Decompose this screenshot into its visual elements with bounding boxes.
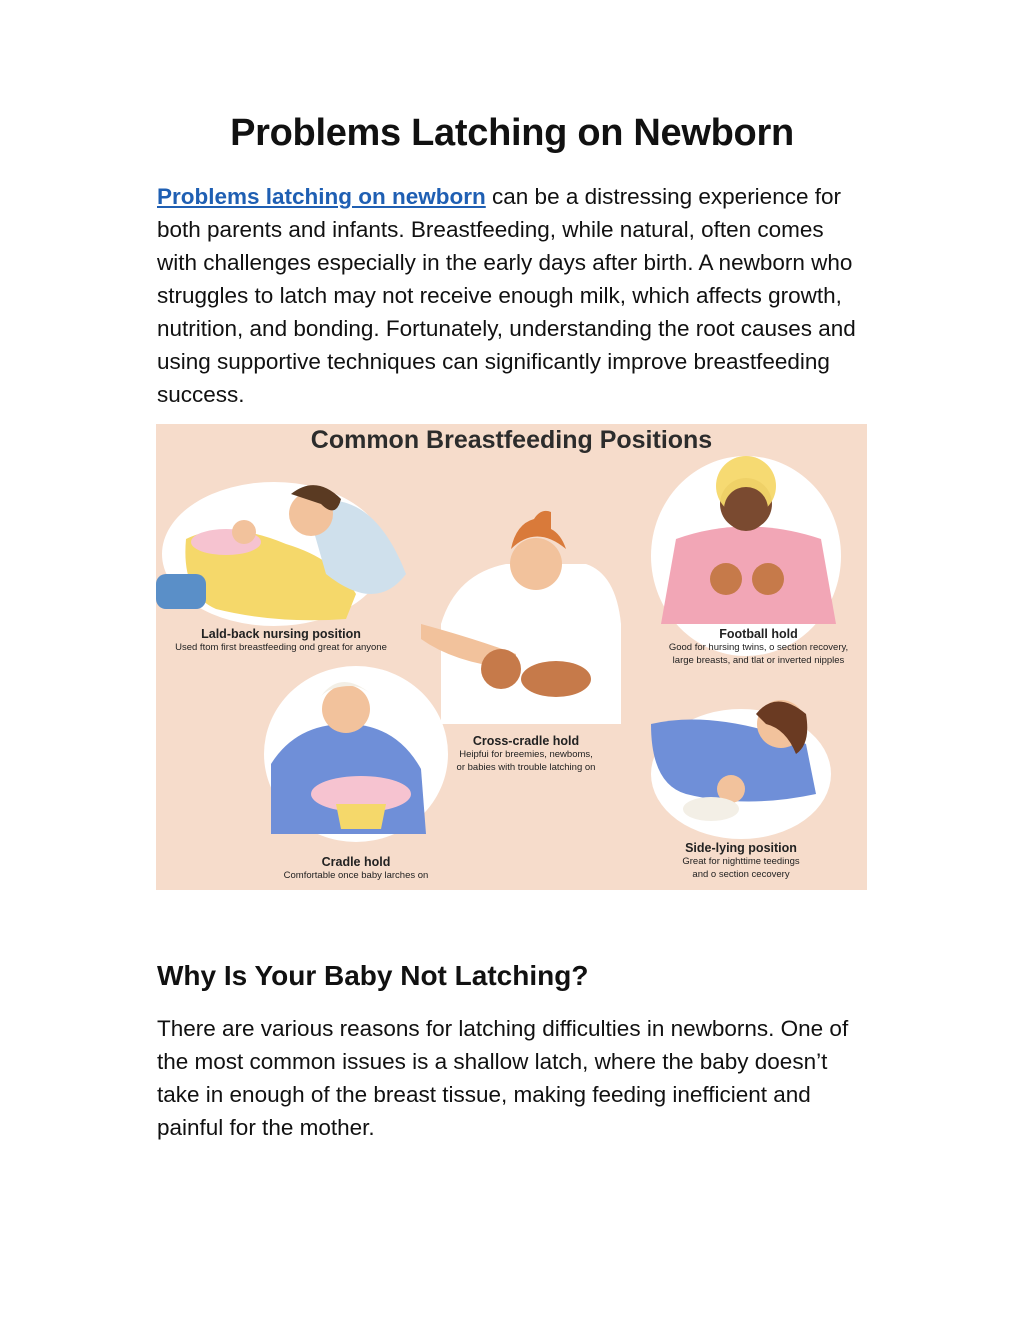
page-title: Problems Latching on Newborn (230, 112, 794, 154)
caption-cradle-title: Cradle hold (321, 855, 391, 869)
caption-cross-cradle-title: Cross-cradle hold (472, 734, 580, 748)
cross-cradle-baby-head (481, 649, 521, 689)
cradle-yellow-blanket (336, 804, 386, 829)
caption-football (646, 627, 867, 667)
section-heading: Why Is Your Baby Not Latching? (157, 960, 589, 991)
caption-football-desc1: Good for hursing twins, o section recovery, (668, 642, 849, 653)
laid-back-baby-head (232, 520, 256, 544)
caption-laid-back-desc: Used ftom first breastfeeding ond great for anyone (175, 642, 387, 653)
caption-laid-back (156, 627, 406, 654)
side-lying-baby-body (683, 797, 739, 821)
intro-text: can be a distressing experience for both parents and infants. Breastfeeding, while natural, often comes with challenges especially in the early days after birth. A newborn who struggles to latch may not receive enough milk, which affects growth, nutrition, and bonding. Fortunately, understanding the root causes and using supportive techniques can significantly improve breastfeeding success. (157, 184, 856, 407)
caption-side-lying-desc2: and o section cecovery (692, 869, 790, 880)
laid-back-jeans (156, 574, 206, 609)
caption-side-lying-desc1: Great for nighttime teedings (682, 856, 800, 867)
caption-cross-cradle (431, 734, 621, 774)
cross-cradle-baby-body (521, 661, 591, 697)
caption-side-lying (656, 841, 826, 881)
caption-cross-cradle-desc1: Heipfui for breemies, newboms, (459, 749, 593, 760)
cradle-mother-head (322, 685, 370, 733)
caption-cradle-desc: Comfortable once baby larches on (283, 870, 429, 881)
figure-title: Common Breastfeeding Positions (310, 426, 713, 454)
section-paragraph: There are various reasons for latching difficulties in newborns. One of the most common issues is a shallow latch, where the baby doesn’t take in enough of the breast tissue, making feeding inefficient and painful for the mother. (157, 1016, 849, 1140)
cross-cradle-mother-head (510, 538, 562, 590)
caption-football-desc2: large breasts, and tlat or inverted nipples (672, 655, 845, 666)
breastfeeding-positions-figure (156, 424, 867, 890)
football-mother-robe (661, 527, 836, 625)
caption-side-lying-title: Side-lying position (685, 841, 797, 855)
football-mother-face (724, 487, 768, 531)
caption-cradle (251, 855, 461, 882)
intro-paragraph (157, 180, 869, 411)
caption-football-title: Football hold (719, 627, 798, 641)
intro-link[interactable]: Problems latching on newborn (157, 184, 486, 209)
caption-cross-cradle-desc2: or babies with trouble latching on (456, 762, 596, 773)
football-baby-two (752, 563, 784, 595)
caption-laid-back-title: Lald-back nursing position (201, 627, 361, 641)
football-baby-one (710, 563, 742, 595)
